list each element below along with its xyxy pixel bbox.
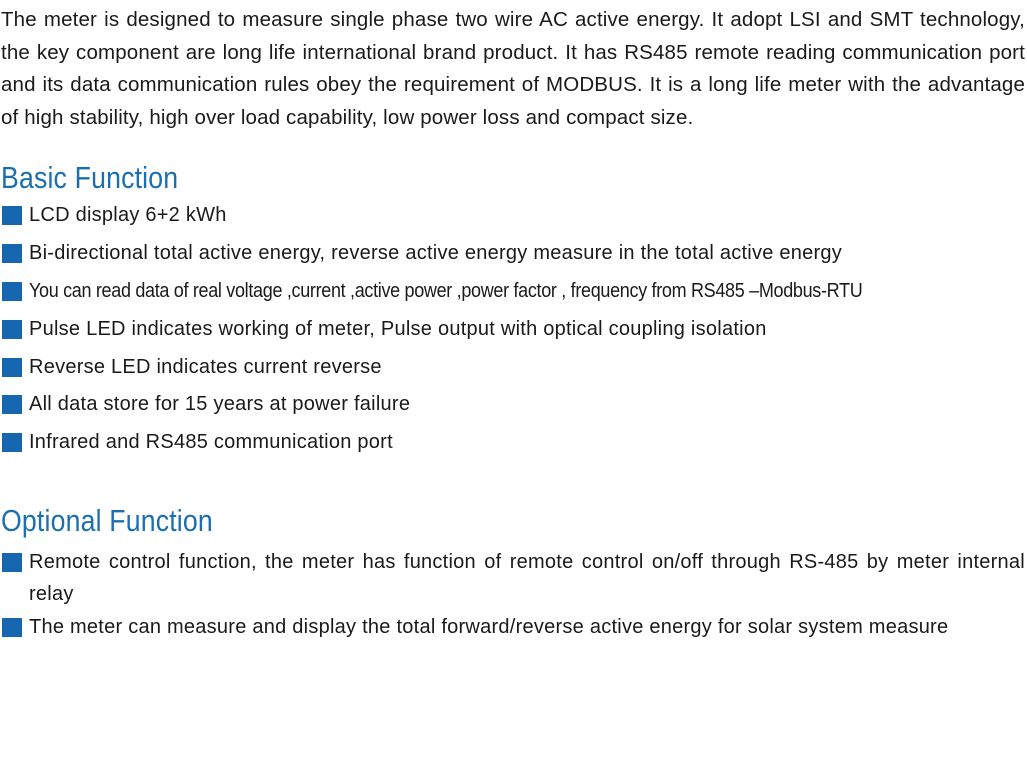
list-item-text: Pulse LED indicates working of meter, Pulse output with optical coupling isolation bbox=[29, 317, 767, 340]
list-item-text: You can read data of real voltage ,current ,active power ,power factor , frequency from RS485 –Modbus-RTU bbox=[29, 279, 863, 302]
square-bullet-icon bbox=[2, 282, 22, 301]
list-item-text: All data store for 15 years at power failure bbox=[29, 393, 411, 416]
square-bullet-icon bbox=[2, 320, 22, 339]
intro-paragraph: The meter is designed to measure single phase two wire AC active energy. It adopt LSI and SMT technology, the key component are long life international brand product. It has RS485 remote reading communication port and its data communication rules obey the requirement of MODBUS. It is a long life meter with the advantage of high stability, high over load capability, low power loss and compact size. bbox=[1, 8, 1025, 129]
product-description-page bbox=[1, 4, 1025, 643]
optional-function-list bbox=[1, 546, 1025, 644]
square-bullet-icon bbox=[2, 433, 22, 452]
list-item bbox=[1, 199, 1025, 232]
list-item-text: LCD display 6+2 kWh bbox=[29, 204, 227, 227]
list-item bbox=[1, 237, 1025, 270]
list-item-text: Bi-directional total active energy, reverse active energy measure in the total active energy bbox=[29, 242, 843, 265]
square-bullet-icon bbox=[2, 395, 22, 414]
square-bullet-icon bbox=[2, 553, 22, 572]
list-item bbox=[1, 546, 1025, 611]
square-bullet-icon bbox=[2, 358, 22, 377]
square-bullet-icon bbox=[2, 618, 22, 637]
list-item-text: Remote control function, the meter has function of remote control on/off through RS-485 by meter internal relay bbox=[29, 550, 1025, 606]
list-item bbox=[1, 275, 1025, 308]
list-item-text: Infrared and RS485 communication port bbox=[29, 431, 393, 454]
optional-function-heading: Optional Function bbox=[1, 502, 213, 538]
list-item bbox=[1, 426, 1025, 459]
list-item bbox=[1, 351, 1025, 384]
basic-function-list bbox=[1, 199, 1025, 458]
list-item bbox=[1, 611, 1025, 644]
square-bullet-icon bbox=[2, 244, 22, 263]
list-item-text: The meter can measure and display the total forward/reverse active energy for solar system measure bbox=[29, 615, 949, 638]
list-item-text: Reverse LED indicates current reverse bbox=[29, 355, 382, 378]
basic-function-heading: Basic Function bbox=[1, 160, 179, 196]
square-bullet-icon bbox=[2, 206, 22, 225]
list-item bbox=[1, 313, 1025, 346]
list-item bbox=[1, 388, 1025, 421]
